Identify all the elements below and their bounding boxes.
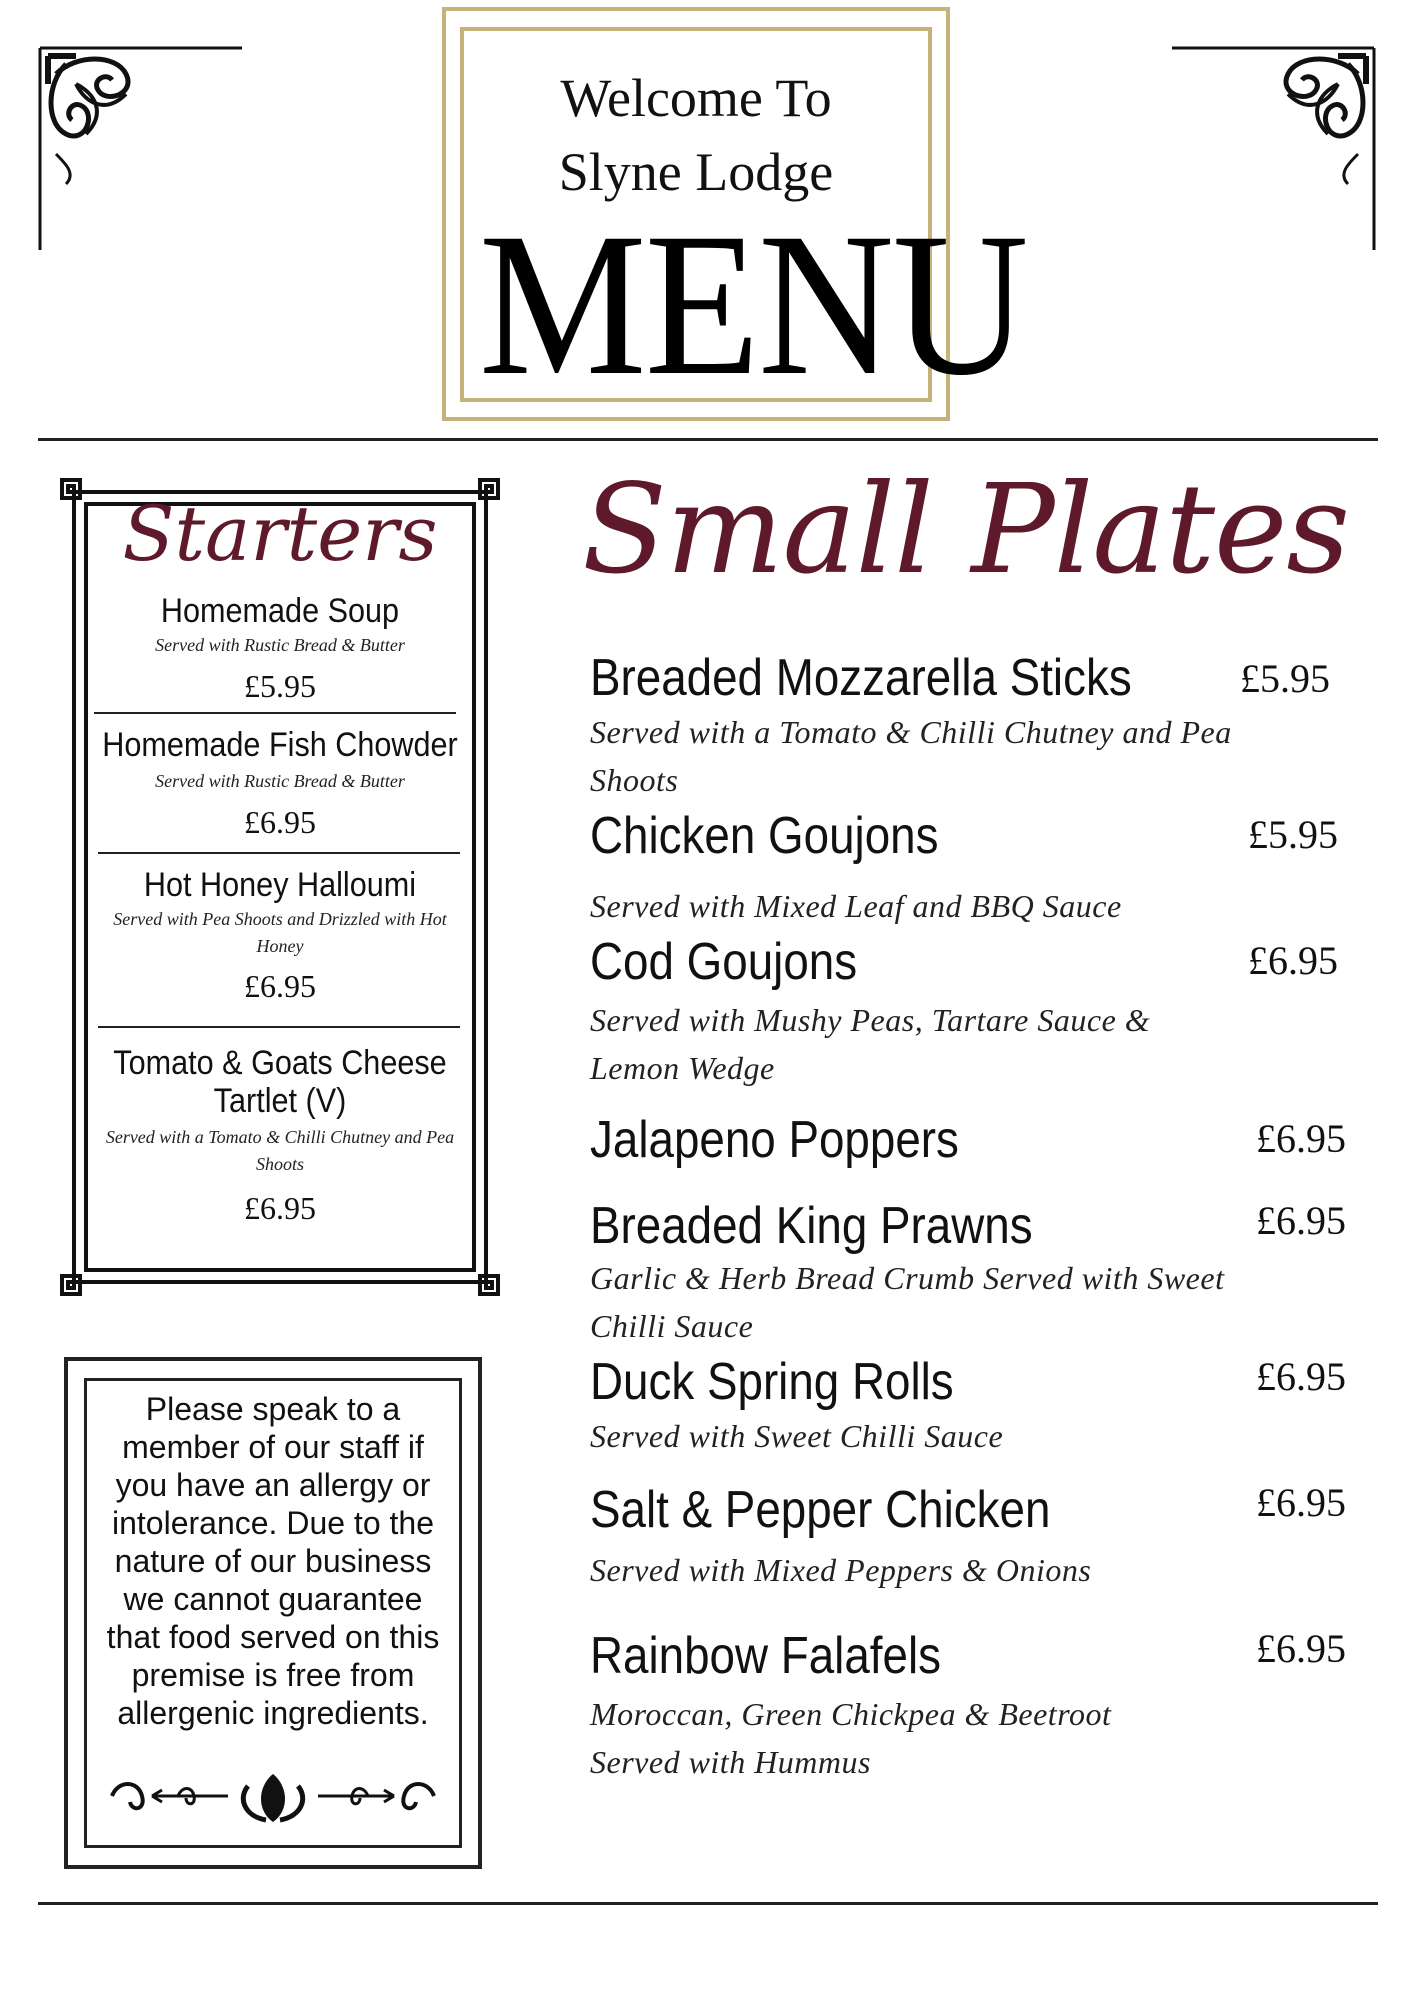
dish-desc: Served with Sweet Chilli Sauce	[590, 1418, 1004, 1454]
starter-desc: Served with a Tomato & Chilli Chutney and Pea Shoots	[105, 1127, 455, 1174]
dish-name: Cod Goujons	[590, 933, 858, 991]
starter-desc: Served with Rustic Bread & Butter	[155, 635, 405, 655]
dish-name: Chicken Goujons	[590, 807, 939, 865]
dish-price: £5.95	[1240, 656, 1330, 701]
allergy-notice: Please speak to a member of our staff if you have an allergy or intolerance. Due to the nature of our business we cannot guarantee that food served on this premise is free from allergenic ingredients.	[106, 1391, 440, 1731]
starter-desc: Served with Rustic Bread & Butter	[155, 771, 405, 791]
dish-name: Jalapeno Poppers	[590, 1111, 959, 1169]
starter-price: £5.95	[244, 668, 316, 704]
welcome-line-1: Welcome To	[560, 68, 832, 128]
starter-divider	[94, 712, 456, 714]
dish-price: £6.95	[1256, 1354, 1346, 1399]
small-plates-heading: Small Plates	[582, 458, 1350, 602]
dish-price: £6.95	[1256, 1198, 1346, 1243]
dish-price: £6.95	[1256, 1116, 1346, 1161]
starter-name: Tomato & Goats Cheese Tartlet (V)	[113, 1044, 447, 1120]
starter-divider	[98, 1026, 460, 1028]
dish-desc: Served with a Tomato & Chilli Chutney and Pea Shoots	[590, 714, 1232, 798]
starter-price: £6.95	[244, 804, 316, 840]
top-divider	[38, 438, 1378, 441]
starter-price: £6.95	[244, 968, 316, 1004]
dish-desc: Served with Mixed Peppers & Onions	[590, 1552, 1092, 1588]
dish-name: Rainbow Falafels	[590, 1627, 942, 1685]
starter-divider	[98, 852, 460, 854]
starter-name: Homemade Soup	[160, 592, 400, 630]
starter-desc: Served with Pea Shoots and Drizzled with Hot Honey	[113, 909, 447, 956]
dish-name: Duck Spring Rolls	[590, 1353, 954, 1411]
dish-price: £6.95	[1256, 1480, 1346, 1525]
dish-name: Breaded Mozzarella Sticks	[590, 649, 1132, 707]
dish-price: £6.95	[1256, 1626, 1346, 1671]
dish-price: £5.95	[1248, 812, 1338, 857]
starters-heading: Starters	[122, 489, 438, 578]
dish-desc: Served with Mushy Peas, Tartare Sauce & Lemon Wedge	[590, 1002, 1151, 1086]
menu-heading: MENU	[478, 191, 1027, 418]
flourish-ornament-icon	[108, 1766, 438, 1831]
corner-ornament-right-icon	[1168, 44, 1378, 254]
dish-price: £6.95	[1248, 938, 1338, 983]
starter-name: Homemade Fish Chowder	[102, 726, 458, 764]
dish-desc: Served with Mixed Leaf and BBQ Sauce	[590, 888, 1122, 924]
bottom-divider	[38, 1902, 1378, 1905]
welcome-line-2: Slyne Lodge	[558, 142, 834, 202]
starter-name: Hot Honey Halloumi	[143, 866, 417, 904]
dish-desc: Moroccan, Green Chickpea & Beetroot Served with Hummus	[590, 1696, 1112, 1780]
dish-name: Breaded King Prawns	[590, 1197, 1033, 1255]
corner-ornament-left-icon	[36, 44, 246, 254]
dish-desc: Garlic & Herb Bread Crumb Served with Sweet Chilli Sauce	[590, 1260, 1225, 1344]
dish-name: Salt & Pepper Chicken	[590, 1481, 1051, 1539]
starter-price: £6.95	[244, 1190, 316, 1226]
